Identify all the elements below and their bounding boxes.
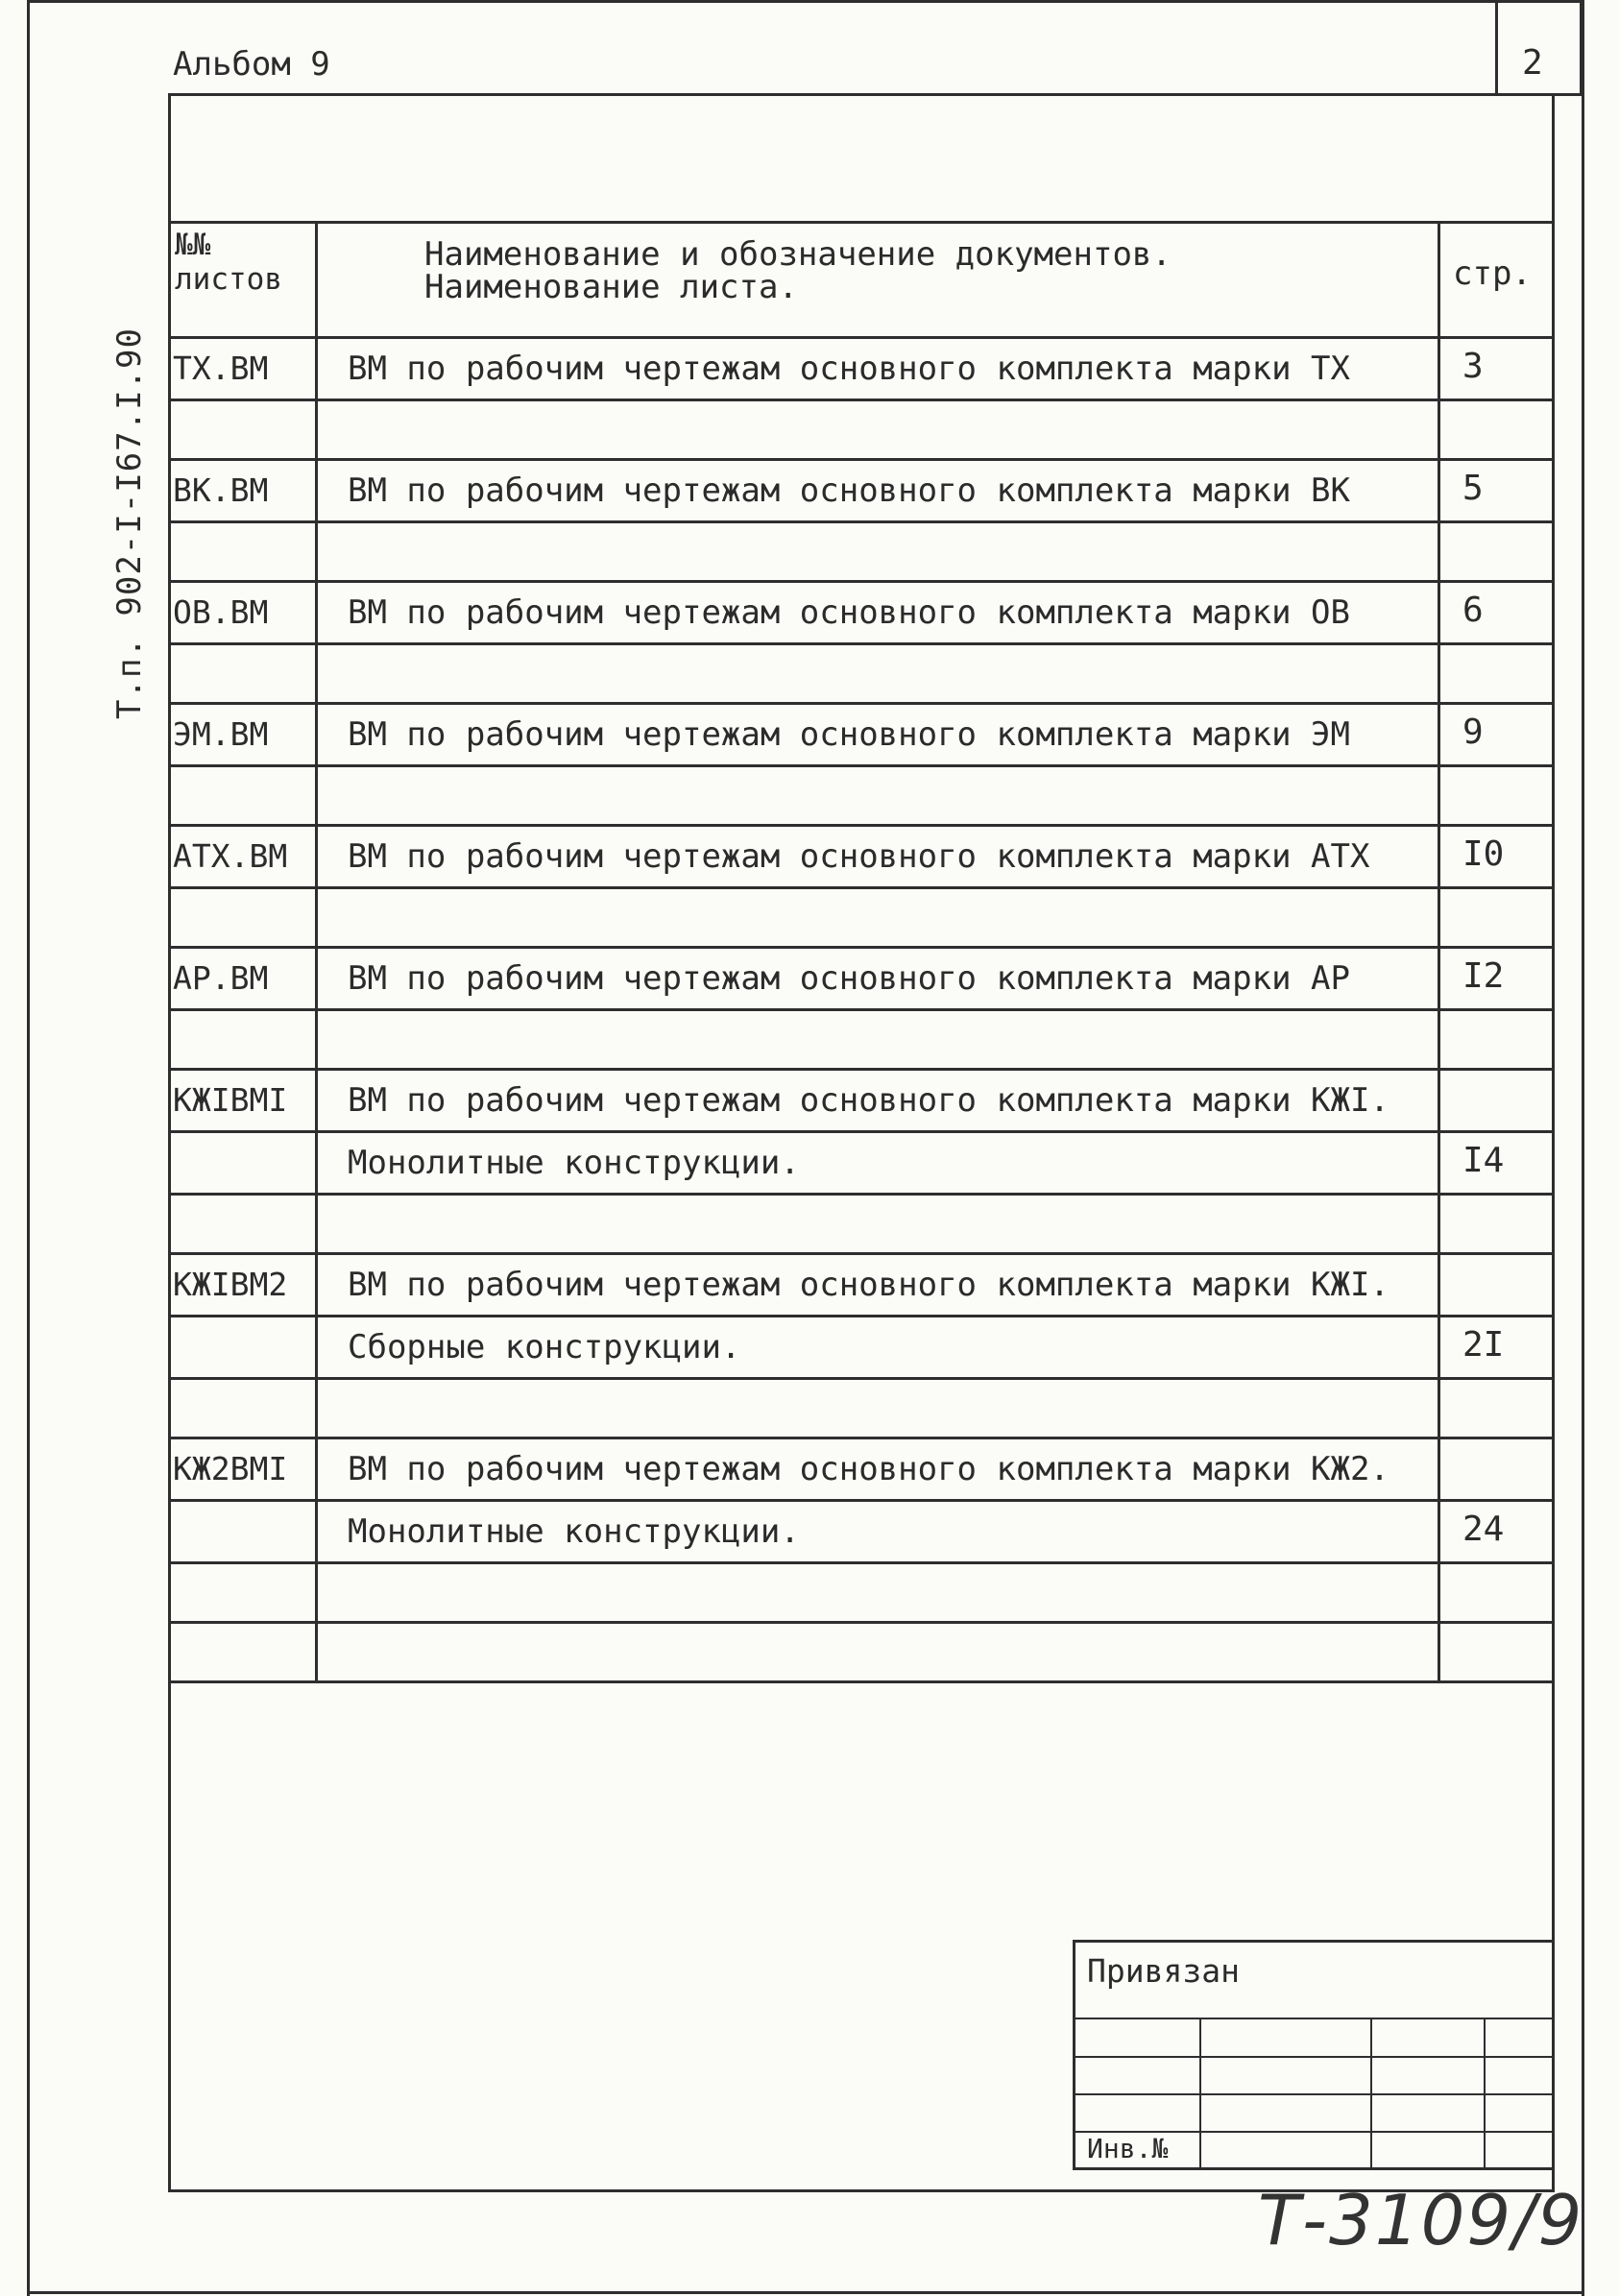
stamp-row-line-2	[1073, 2056, 1555, 2058]
column-header-name-line1: Наименование и обозначение документов.	[424, 235, 1172, 274]
sheet-page: I4	[1462, 1141, 1505, 1180]
sheet-name: ВМ по рабочим чертежам основного комплекта марки ТХ	[348, 350, 1350, 388]
sheet-name: ВМ по рабочим чертежам основного комплекта марки КЖI.	[348, 1266, 1389, 1304]
sheet-page: 9	[1462, 713, 1484, 752]
row-line	[168, 1130, 1552, 1133]
column-line-page	[1438, 221, 1440, 1683]
stamp-col-line-2	[1370, 2018, 1372, 2169]
stamp-bottom	[1073, 2167, 1555, 2170]
sheet-name: ВМ по рабочим чертежам основного комплекта марки ОВ	[348, 593, 1350, 632]
sheet-name-continued: Монолитные конструкции.	[348, 1512, 800, 1551]
stamp-row-line-1	[1073, 2018, 1555, 2019]
column-line-sheets	[315, 221, 318, 1683]
row-line	[168, 702, 1552, 705]
row-line	[168, 580, 1552, 583]
row-line	[168, 1437, 1552, 1439]
sheet-page: 5	[1462, 469, 1484, 508]
row-line	[168, 1193, 1552, 1196]
sheet-name: ВМ по рабочим чертежам основного комплекта марки КЖI.	[348, 1081, 1389, 1120]
row-line	[168, 642, 1552, 645]
sheet-name: ВМ по рабочим чертежам основного комплекта марки ВК	[348, 471, 1350, 510]
column-header-name-line2: Наименование листа.	[424, 268, 798, 306]
sheet-code: КЖIВМ2	[173, 1266, 288, 1303]
row-line	[168, 764, 1552, 767]
stamp-top	[1073, 1940, 1555, 1943]
sheet-page: I2	[1462, 956, 1505, 996]
sheet-page: 2I	[1462, 1325, 1505, 1365]
sheet-name: ВМ по рабочим чертежам основного комплекта марки КЖ2.	[348, 1450, 1389, 1488]
column-header-sheets: №№ листов	[175, 228, 282, 297]
sheet-code: ТХ.ВМ	[173, 350, 269, 387]
table-top-line	[168, 221, 1552, 224]
document-number: Т-3109/9	[1258, 2180, 1584, 2260]
row-line	[168, 1377, 1552, 1380]
sheet-code: КЖ2ВМI	[173, 1450, 288, 1487]
project-code: Т.п. 902-I-I67.I.90	[110, 327, 149, 719]
row-line	[168, 1252, 1552, 1255]
row-line	[168, 1008, 1552, 1011]
table-header-bottom-line	[168, 336, 1552, 339]
sheet-name: ВМ по рабочим чертежам основного комплекта марки ЭМ	[348, 715, 1350, 754]
stamp-left	[1073, 1940, 1075, 2170]
stamp-inventory-label: Инв.№	[1087, 2133, 1169, 2164]
row-line	[168, 886, 1552, 889]
sheet-page: I0	[1462, 834, 1505, 874]
row-line	[168, 1315, 1552, 1317]
sheet-name: ВМ по рабочим чертежам основного комплекта марки АТХ	[348, 837, 1370, 876]
stamp-col-line-1	[1199, 2018, 1201, 2169]
column-header-page: стр.	[1453, 254, 1532, 293]
sheet-name-continued: Сборные конструкции.	[348, 1328, 741, 1366]
row-line	[168, 1068, 1552, 1071]
row-line	[168, 946, 1552, 949]
page-number: 2	[1522, 43, 1543, 83]
sheet-code: АР.ВМ	[173, 959, 269, 997]
sheet-code: КЖIВМI	[173, 1081, 288, 1119]
sheet-code: ВК.ВМ	[173, 471, 269, 509]
row-line	[168, 458, 1552, 461]
sheet-code: ОВ.ВМ	[173, 593, 269, 631]
table-bottom-line	[168, 1680, 1552, 1683]
sheet-page: 6	[1462, 591, 1484, 630]
sheet-name-continued: Монолитные конструкции.	[348, 1144, 800, 1182]
row-line	[168, 824, 1552, 827]
stamp-col-line-3	[1484, 2018, 1486, 2169]
sheet-code: АТХ.ВМ	[173, 837, 288, 875]
sheet-code: ЭМ.ВМ	[173, 715, 269, 753]
row-line	[168, 1499, 1552, 1502]
row-line	[168, 1621, 1552, 1624]
stamp-row-line-3	[1073, 2093, 1555, 2095]
sheet-name: ВМ по рабочим чертежам основного комплекта марки АР	[348, 959, 1350, 998]
row-line	[168, 520, 1552, 523]
row-line	[168, 1561, 1552, 1564]
album-label: Альбом 9	[173, 45, 330, 84]
sheet-page: 3	[1462, 347, 1484, 386]
sheet-page: 24	[1462, 1510, 1505, 1549]
row-line	[168, 399, 1552, 401]
stamp-bound-label: Привязан	[1087, 1952, 1240, 1990]
